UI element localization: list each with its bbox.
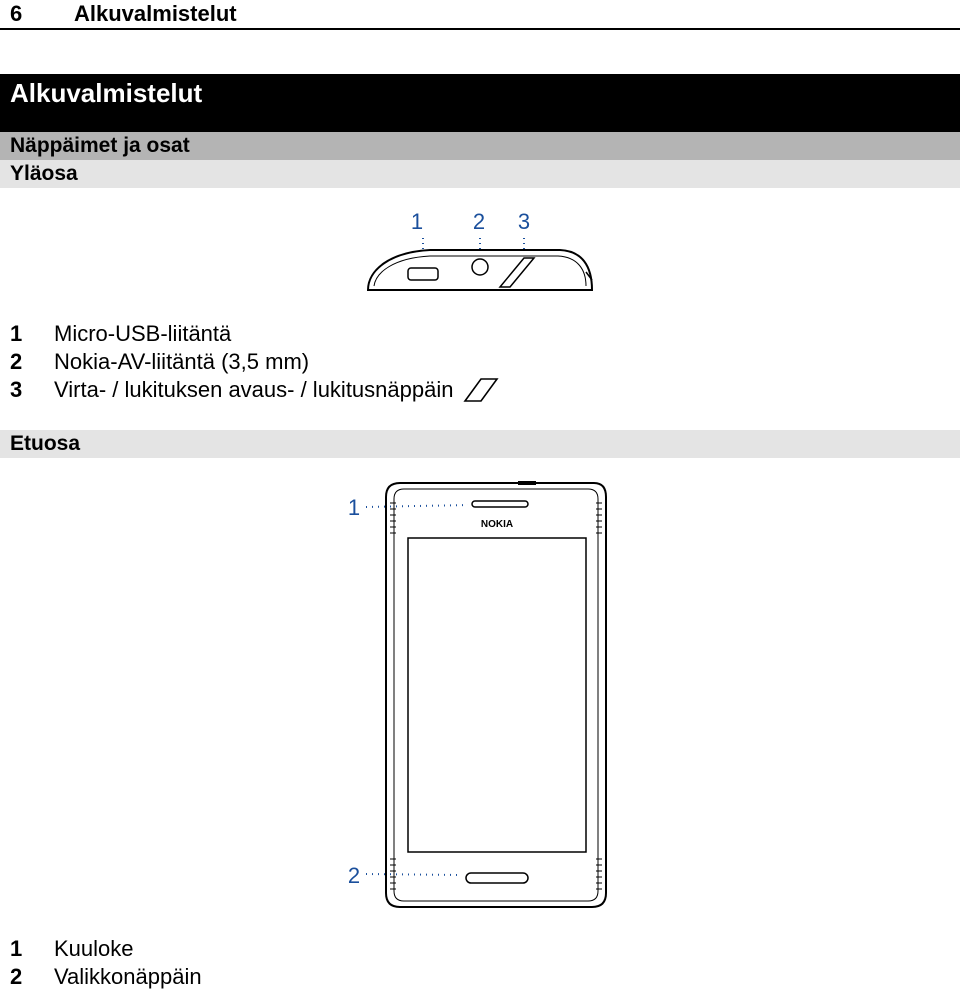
front-callout-2: 2: [347, 863, 361, 888]
top-heading: Yläosa: [10, 162, 78, 185]
item-number: 2: [10, 349, 23, 374]
list-item: [10, 348, 499, 376]
brand-logo: NOKIA: [480, 519, 514, 530]
front-parts-list: [10, 935, 202, 991]
section-title-band: [0, 74, 960, 132]
page-number: 6: [10, 1, 23, 26]
header-title: Alkuvalmistelut: [74, 1, 237, 26]
item-number: 1: [10, 321, 23, 346]
item-number: 1: [10, 936, 23, 961]
page-header: [0, 0, 960, 30]
av-jack-icon: [472, 259, 488, 275]
front-callout-1: 1: [347, 495, 361, 520]
top-parts-list: [10, 320, 499, 404]
top-callout-2: 2: [472, 209, 486, 234]
front-heading: Etuosa: [10, 432, 81, 455]
section-subtitle: Näppäimet ja osat: [10, 134, 190, 157]
usb-port-icon: [408, 268, 438, 280]
top-heading-band: [0, 160, 960, 188]
item-label: Micro-USB-liitäntä: [54, 321, 232, 346]
subtitle-band: [0, 132, 960, 160]
item-label: Valikkonäppäin: [54, 964, 202, 989]
display-screen: [408, 538, 586, 852]
list-item: [10, 376, 499, 404]
item-number: 3: [10, 377, 23, 402]
item-label: Nokia-AV-liitäntä (3,5 mm): [54, 349, 310, 374]
menu-key-icon: [466, 873, 528, 883]
item-label: Virta- / lukituksen avaus- / lukitusnäppäin: [54, 377, 454, 402]
list-item: [10, 963, 202, 991]
item-label: Kuuloke: [54, 936, 134, 961]
earpiece-icon: [472, 501, 528, 507]
top-callout-3: 3: [517, 209, 531, 234]
list-item: [10, 320, 499, 348]
front-heading-band: [0, 430, 960, 458]
phone-front-view-figure: [340, 475, 620, 915]
list-item: [10, 935, 202, 963]
item-number: 2: [10, 964, 23, 989]
section-title: Alkuvalmistelut: [10, 78, 203, 108]
phone-top-view-figure: [360, 200, 600, 300]
power-key-glyph-icon: [463, 376, 499, 404]
top-callout-1: 1: [410, 209, 424, 234]
